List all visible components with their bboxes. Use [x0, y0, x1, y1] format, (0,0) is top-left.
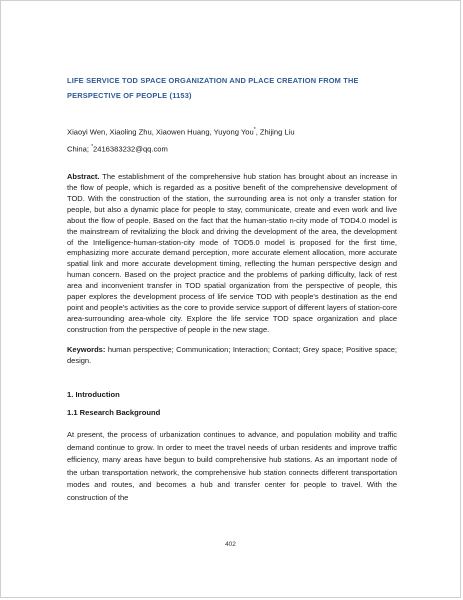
section-heading: 1. Introduction	[67, 390, 120, 400]
email-mark: *	[91, 144, 94, 151]
affiliation-line	[67, 140, 397, 157]
page-content	[67, 73, 397, 504]
body-paragraph: At present, the process of urbanization continues to advance, and population mobility and traffic demand continue to grow. In order to meet the travel needs of urban residents and improve traffic efficiency, many areas have begun to build comprehensive hub stations. As an important node of the urban transportation network, the comprehensive hub station connects different transportation modes and routes, and becomes a hub and transfer center for people to travel. With the construction of the	[67, 430, 397, 502]
subsection-heading: 1.1 Research Background	[67, 408, 161, 418]
paper-title: LIFE SERVICE TOD SPACE ORGANIZATION AND PLACE CREATION FROM THE PERSPECTIVE OF PEOPLE (1153)	[67, 76, 359, 100]
author-list	[67, 123, 397, 140]
affiliation: China;	[67, 144, 92, 154]
keywords-paragraph	[67, 345, 397, 367]
abstract-label: Abstract.	[67, 172, 100, 182]
keywords-label: Keywords:	[67, 344, 106, 354]
author-email: 2416383232@qq.com	[93, 144, 168, 154]
keywords-text: human perspective; Communication; Interaction; Contact; Grey space; Positive space; design.	[67, 344, 397, 365]
author-names-last: , Zhijing Liu	[255, 127, 295, 137]
author-block	[67, 123, 397, 157]
abstract-paragraph	[67, 172, 397, 336]
corresponding-author-mark: *	[253, 127, 256, 133]
author-names: Xiaoyi Wen, Xiaoling Zhu, Xiaowen Huang, Yuyong You	[67, 127, 254, 137]
abstract-text: The establishment of the comprehensive hub station has brought about an increase in the flow of people, which is regarded as a positive benefit of the comprehensive development of TOD. With the construction of the station, the surrounding area is not only a transfer station for people, but also a dynamic place for people to stay, communicate, create and even work and live about the flow of people. Based on the fact that the human-statio n-city mode of TOD4.0 model is the mainstream of revitalizing the block and driving the development of the area, the development of the Intelligence-human-station-city mode of TOD5.0 model is proposed for the first time, emphasizing more accurate demand perception, more accurate element allocation, more accurate spatial link and more accurate development timing, reflecting the human perspective design and human concern. Based on the project practice and the problems of parking difficulty, lack of rest area and inconvenient transfer in TOD spatial organization from the perspective of people, this paper explores the development process of life service TOD with people's destination as the end point and people's activities as the core to provide service support of different layers of station-core area-surrounding area-whole city. Explore the life service TOD space organization and place construction from the perspective of people in the new stage.	[67, 172, 397, 334]
page-number: 402	[225, 541, 236, 548]
